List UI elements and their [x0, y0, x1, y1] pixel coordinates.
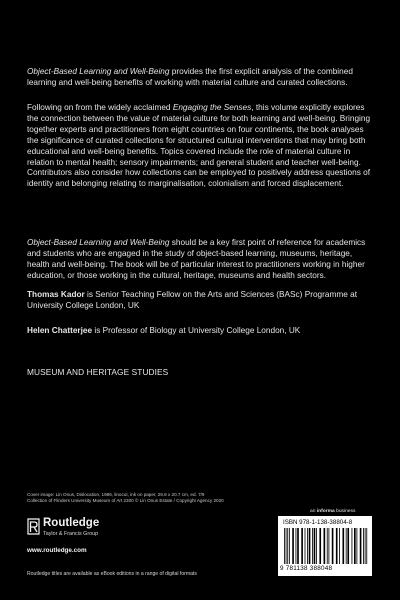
- barcode-bar: [319, 528, 321, 564]
- tagline-suffix: business: [334, 509, 356, 514]
- isbn-label: ISBN 978-1-138-38804-8: [283, 519, 353, 526]
- barcode-bar: [366, 528, 367, 564]
- description-text: , this volume explicitly explores the connection between the value of material culture for both learning and well-being. Bringing together experts and practitioners from eight countries on four continents, the book analyses the significance of curated collections for structured cultural interventions that may bring both educational and well-being benefits. Topics covered include the role of material culture in relation to mental health; sensory impairments; and general student and teacher well-being. Contributors also consider how collections can be employed to positively address questions of identity and belonging relating to marginalisation, colonialism and forced displacement.: [27, 103, 371, 189]
- publisher-group: Taylor & Francis Group: [43, 531, 99, 537]
- barcode-bar: [328, 528, 329, 564]
- barcode-bar: [324, 528, 326, 564]
- barcode-digits: 9 781138 388048: [280, 565, 333, 572]
- audience-paragraph: [27, 238, 375, 282]
- series-name: MUSEUM AND HERITAGE STUDIES: [27, 367, 169, 377]
- publisher-url: www.routledge.com: [27, 547, 87, 554]
- cover-image-credit: [27, 492, 287, 505]
- barcode-bar: [307, 528, 308, 564]
- barcode-bar: [301, 528, 303, 564]
- barcode-bar: [312, 528, 313, 564]
- author-bio: [27, 290, 375, 312]
- intro-paragraph: [27, 67, 375, 89]
- barcode-bar: [352, 528, 353, 564]
- book-title-italic: Object-Based Learning and Well-Being: [27, 238, 170, 247]
- barcode-bar: [363, 528, 364, 564]
- routledge-logo-icon: [27, 518, 40, 535]
- tagline-prefix: an: [310, 509, 317, 514]
- ebook-note: Routledge titles are available as eBook editions in a range of digital formats: [27, 571, 197, 577]
- audience-text: should be a key first point of reference for academics and students who are engaged in the study of object-based learning, museums, heritage, health and well-being. The book will be of particular interest to practitioners working in higher education, or those working in the cultural, heritage, museums and health sectors.: [27, 238, 366, 280]
- barcode-bar: [347, 528, 349, 564]
- barcode-bar: [314, 528, 316, 564]
- barcode-bar: [309, 528, 311, 564]
- credit-line: Cover image: Lin Onus, Dislocation, 1986, linocut, ink on paper, 29.6 x 20.7 cm, ed. 7/9: [27, 492, 205, 497]
- barcode-bar: [316, 528, 317, 564]
- barcode-bar: [336, 528, 338, 564]
- barcode-bars: [284, 528, 368, 564]
- credit-line: Collection of Flinders University Museum of Art 2300 © Lin Onus Estate / Copyright Agency 2020: [27, 498, 224, 504]
- publisher-logo: [27, 516, 157, 556]
- barcode-bar: [286, 528, 287, 564]
- author-bio-text: is Senior Teaching Fellow on the Arts and Sciences (BASc) Programme at University College London, UK: [27, 290, 357, 310]
- barcode: [278, 516, 372, 576]
- barcode-bar: [284, 528, 285, 564]
- description-text-start: Following on from the widely acclaimed: [27, 103, 173, 112]
- intro-text: provides the first explicit analysis of the combined learning and well-being benefits of working with material culture and curated collections.: [27, 67, 353, 87]
- barcode-bar: [365, 528, 366, 564]
- barcode-bar: [327, 528, 328, 564]
- author-bio-text: is Professor of Biology at University College London, UK: [92, 326, 301, 335]
- informa-name: informa: [316, 509, 335, 514]
- barcode-bar: [339, 528, 340, 564]
- description-paragraph: [27, 103, 375, 190]
- parent-company-tagline: [310, 509, 355, 514]
- barcode-bar: [360, 528, 362, 564]
- barcode-bar: [292, 528, 294, 564]
- barcode-bar: [346, 528, 347, 564]
- barcode-bar: [287, 528, 288, 564]
- author-bio: [27, 326, 375, 337]
- barcode-bar: [342, 528, 344, 564]
- author-name: Thomas Kador: [27, 290, 85, 299]
- barcode-bar: [354, 528, 356, 564]
- barcode-bar: [289, 528, 290, 564]
- publisher-name: Routledge: [43, 517, 100, 529]
- barcode-bar: [332, 528, 334, 564]
- barcode-bar: [356, 528, 357, 564]
- book-title-italic: Object-Based Learning and Well-Being: [27, 67, 170, 76]
- author-name: Helen Chatterjee: [27, 326, 93, 335]
- barcode-bar: [297, 528, 299, 564]
- barcode-bar: [305, 528, 306, 564]
- barcode-bar: [296, 528, 297, 564]
- previous-volume-title: Engaging the Senses: [172, 103, 252, 112]
